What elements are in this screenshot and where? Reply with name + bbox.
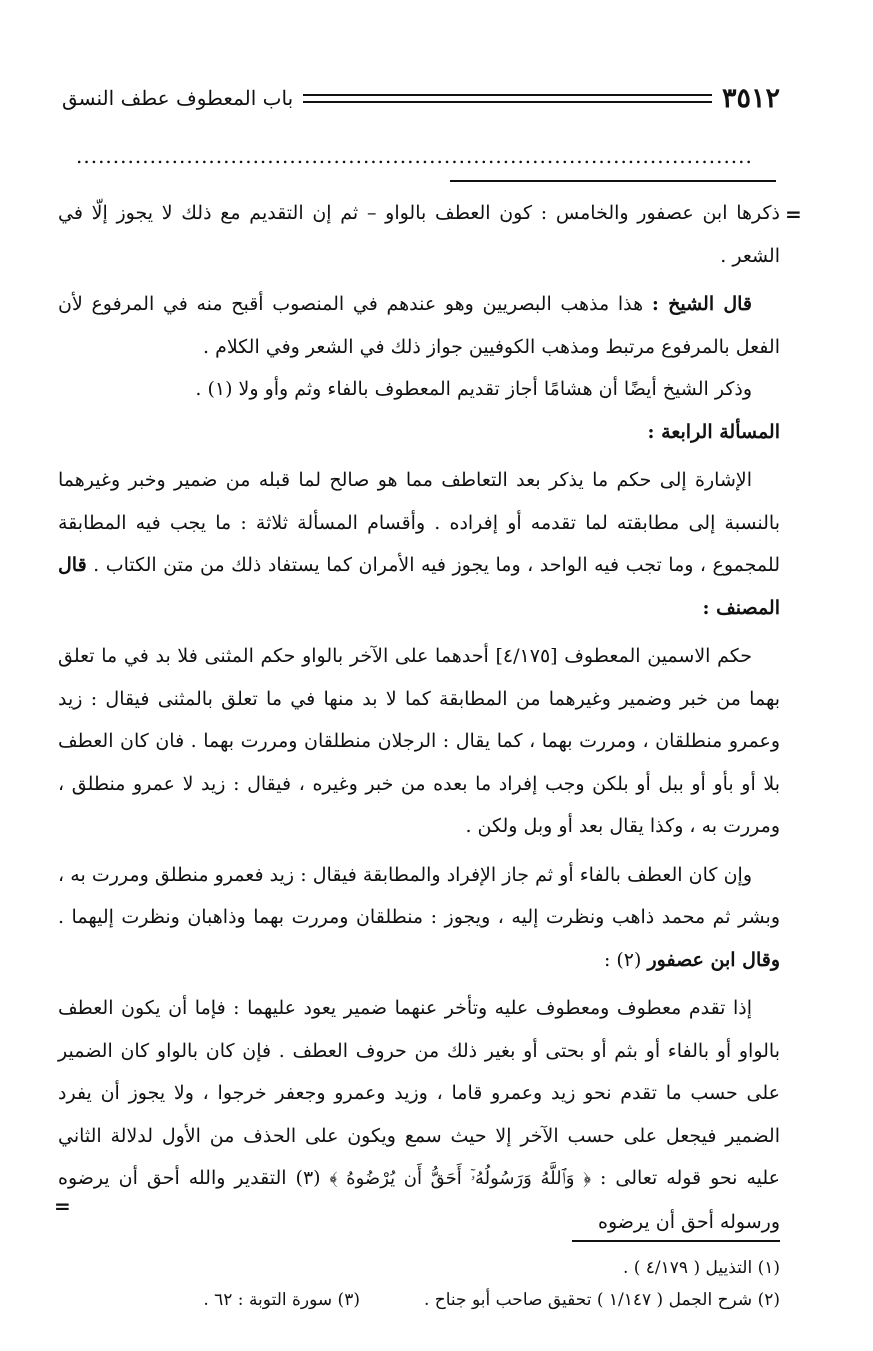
chapter-title: باب المعطوف عطف النسق bbox=[62, 86, 294, 110]
header-double-rule bbox=[303, 94, 712, 103]
speaker-label: قال المصنف : bbox=[58, 554, 780, 619]
paragraph: إذا تقدم معطوف ومعطوف عليه وتأخر عنهما ضمير يعود عليهما : فإما أن يكون العطف بالواو أو بالفاء أو بثم أو بحتى أو بغير ذلك من حروف العطف . فإن كان بالواو كان الضمير على حسب ما تقدم نحو زيد وعمرو قاما ، وزيد وعمرو وجعفر خرجوا ، ولا يجوز أن يفرد الضمير فيجعل على حسب الآخر إلا حيث سمع ويكون على الحذف من الأول لدلالة الثاني عليه نحو قوله تعالى : ﴿ وَٱللَّهُ وَرَسُولُهُۥٓ أَحَقُّ أَن يُرْضُوهُ ﴾ (٣) التقدير والله أحق أن يرضوه ورسوله أحق أن يرضوه bbox=[58, 997, 780, 1233]
footnote: (٢) شرح الجمل ( ١/١٤٧ ) تحقيق صاحب أبو جناح . bbox=[423, 1290, 780, 1310]
page-number: ٣٥١٢ bbox=[721, 82, 780, 114]
dotted-separator: ............................................................................................ bbox=[76, 146, 753, 166]
continuation-mark-start: = bbox=[785, 202, 802, 226]
section-rule bbox=[450, 180, 776, 182]
footnote-rule bbox=[572, 1240, 780, 1242]
footnote: (٣) سورة التوبة : ٦٢ . bbox=[203, 1290, 360, 1310]
section-heading: المسألة الرابعة : bbox=[647, 420, 780, 443]
speaker-label: قال الشيخ : bbox=[651, 293, 753, 315]
paragraph: وإن كان العطف بالفاء أو ثم جاز الإفراد والمطابقة فيقال : زيد فعمرو منطلق ومررت به ، وبشر ثم محمد ذاهب ونظرت إليه ، ويجوز : منطلقان ومررت بهما وذاهبان ونظرت إليهما . وقال ابن عصفور (٢) : bbox=[58, 863, 780, 971]
paragraph: الإشارة إلى حكم ما يذكر بعد التعاطف مما هو صالح لما قبله من ضمير وخبر وغيرهما بالنسبة إلى مطابقته لما تقدمه أو إفراده . وأقسام المسألة ثلاثة : ما يجب فيه المطابقة للمجموع ، وما تجب فيه الواحد ، وما يجوز فيه الأمران كما يستفاد ذلك من متن الكتاب . قال المصنف : bbox=[58, 469, 780, 619]
paragraph: حكم الاسمين المعطوف [٤/١٧٥] أحدهما على الآخر بالواو حكم المثنى فلا بد في ما تعلق بهما من خبر وضمير وغيرهما من المطابقة كما لا بد منها في ما تعلق بالمثنى فيقال : زيد وعمرو منطلقان ، ومررت بهما ، كما يقال : الرجلان منطلقان ومررت بهما . فان كان العطف بلا أو بأو أو ببل أو بلكن وجب إفراد ما بعده من خبر وغيره ، فيقال : زيد لا عمرو منطلق ، ومررت به ، وكذا يقال بعد أو وبل ولكن . bbox=[58, 645, 780, 837]
running-header bbox=[62, 80, 780, 116]
paragraph: وذكر الشيخ أيضًا أن هشامًا أجاز تقديم المعطوف بالفاء وثم وأو ولا (١) . bbox=[195, 378, 752, 400]
paragraph: قال الشيخ : هذا مذهب البصريين وهو عندهم في المنصوب أقبح منه في المرفوع لأن الفعل بالمرفوع مرتبط ومذهب الكوفيين جواز ذلك في الشعر وفي الكلام . bbox=[58, 293, 780, 358]
quran-verse: ﴿ وَٱللَّهُ وَرَسُولُهُۥٓ أَحَقُّ أَن يُرْضُوهُ ﴾ bbox=[329, 1168, 592, 1189]
continuation-mark-end: = bbox=[54, 1194, 71, 1218]
footnote-row bbox=[120, 1284, 780, 1316]
speaker-label: وقال ابن عصفور bbox=[647, 948, 780, 971]
main-text bbox=[58, 192, 780, 1243]
paragraph: ذكرها ابن عصفور والخامس : كون العطف بالواو – ثم إن التقديم مع ذلك لا يجوز إلّا في الشعر . bbox=[58, 202, 780, 267]
footnote: (١) التذييل ( ٤/١٧٩ ) . bbox=[622, 1258, 780, 1278]
footnotes bbox=[120, 1252, 780, 1316]
